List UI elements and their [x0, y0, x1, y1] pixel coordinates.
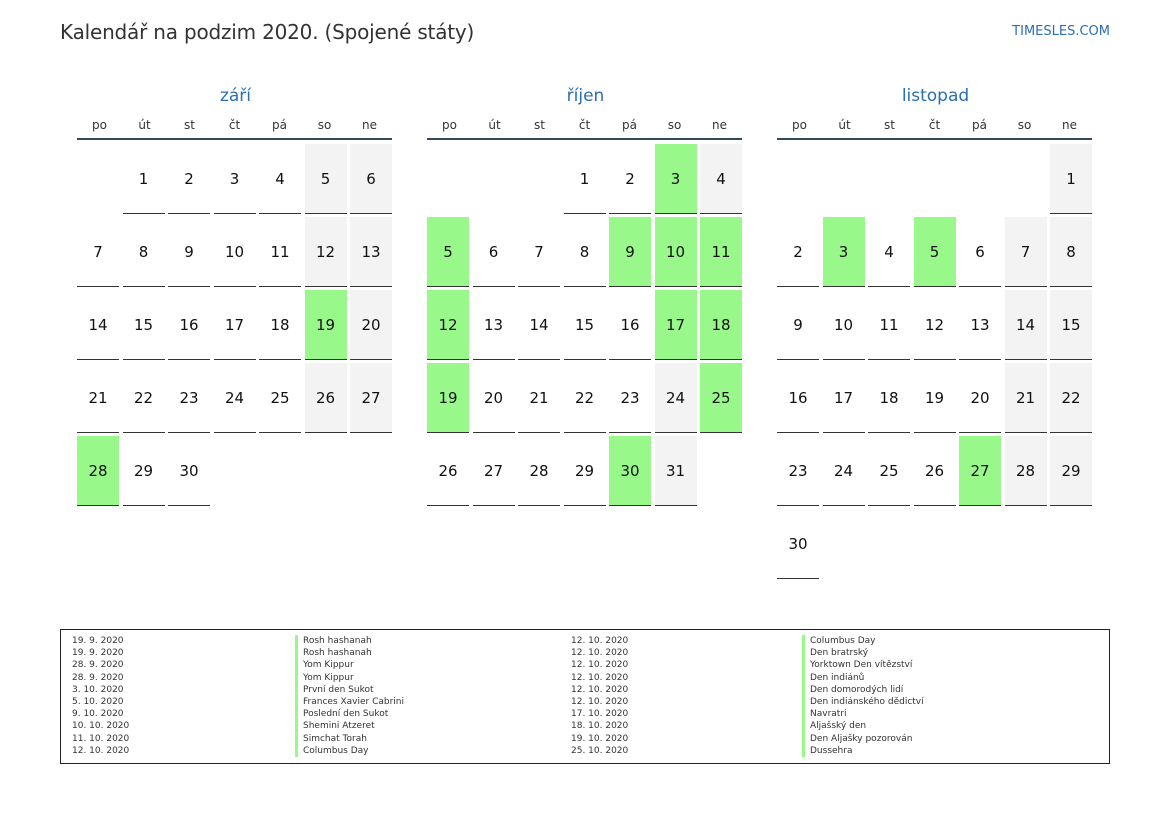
- weekday-label: so: [667, 118, 682, 132]
- weekday-header: [777, 116, 1092, 140]
- day-cell[interactable]: 26: [427, 436, 469, 506]
- day-cell[interactable]: 25: [259, 363, 301, 433]
- weekday-label: út: [138, 118, 151, 132]
- day-cell[interactable]: 12: [305, 217, 347, 287]
- holiday-legend: [60, 629, 1110, 764]
- holiday-date: 12. 10. 2020: [571, 636, 629, 646]
- day-cell[interactable]: 6: [959, 217, 1001, 287]
- holiday-name: Yom Kippur: [295, 672, 404, 684]
- weekday-label: st: [534, 118, 545, 132]
- day-cell[interactable]: 5: [427, 217, 469, 287]
- day-grid: [778, 144, 1098, 584]
- day-cell[interactable]: 23: [777, 436, 819, 506]
- weekday-label: so: [317, 118, 332, 132]
- day-cell[interactable]: 22: [564, 363, 606, 433]
- day-cell[interactable]: 12: [914, 290, 956, 360]
- day-cell[interactable]: 27: [350, 363, 392, 433]
- day-cell[interactable]: 7: [518, 217, 560, 287]
- holiday-date: 19. 9. 2020: [72, 648, 124, 659]
- weekday-label: po: [442, 118, 457, 132]
- day-cell[interactable]: 25: [868, 436, 910, 506]
- day-cell[interactable]: 20: [473, 363, 515, 433]
- day-cell[interactable]: 13: [473, 290, 515, 360]
- day-cell[interactable]: 31: [655, 436, 697, 506]
- month-2: [778, 84, 1093, 584]
- weekday-label: st: [184, 118, 195, 132]
- day-cell[interactable]: 7: [1005, 217, 1047, 287]
- weekday-label: po: [792, 118, 807, 132]
- day-cell[interactable]: 15: [123, 290, 165, 360]
- weekday-header: [427, 116, 742, 140]
- day-cell[interactable]: 9: [609, 217, 651, 287]
- holiday-date: 12. 10. 2020: [571, 648, 629, 659]
- holiday-date: 3. 10. 2020: [72, 684, 124, 695]
- holiday-date: 25. 10. 2020: [571, 745, 629, 756]
- holiday-name: Frances Xavier Cabrini: [295, 696, 404, 708]
- holiday-name: Den Aljašky pozorován: [802, 733, 924, 745]
- day-cell[interactable]: 6: [350, 144, 392, 214]
- holiday-date: 19. 9. 2020: [72, 636, 124, 646]
- day-cell[interactable]: 30: [609, 436, 651, 506]
- holiday-name: Poslední den Sukot: [295, 708, 404, 720]
- day-cell[interactable]: 18: [868, 363, 910, 433]
- day-cell[interactable]: 6: [473, 217, 515, 287]
- day-cell[interactable]: 1: [1050, 144, 1092, 214]
- day-cell[interactable]: 17: [655, 290, 697, 360]
- day-cell[interactable]: 13: [959, 290, 1001, 360]
- weekday-label: po: [92, 118, 107, 132]
- day-cell[interactable]: 19: [914, 363, 956, 433]
- holiday-name: Den indiánů: [802, 672, 924, 684]
- day-cell[interactable]: 15: [564, 290, 606, 360]
- holiday-date: 12. 10. 2020: [72, 745, 130, 756]
- day-grid: [78, 144, 398, 584]
- weekday-label: čt: [578, 118, 591, 132]
- holiday-name: Den domorodých lidí: [802, 684, 924, 696]
- holiday-name: Rosh hashanah: [295, 647, 404, 659]
- day-cell[interactable]: 29: [1050, 436, 1092, 506]
- holiday-name: Shemini Atzeret: [295, 720, 404, 732]
- month-0: [78, 84, 393, 584]
- holiday-name: Den indiánského dědictví: [802, 696, 924, 708]
- weekday-label: út: [488, 118, 501, 132]
- day-cell[interactable]: 11: [259, 217, 301, 287]
- holiday-name: Yom Kippur: [295, 659, 404, 671]
- day-cell[interactable]: 18: [259, 290, 301, 360]
- day-cell[interactable]: 4: [700, 144, 742, 214]
- holiday-name: Dussehra: [802, 745, 924, 757]
- weekday-label: so: [1017, 118, 1032, 132]
- day-cell[interactable]: 17: [823, 363, 865, 433]
- day-cell[interactable]: 3: [214, 144, 256, 214]
- holiday-date: 18. 10. 2020: [571, 721, 629, 732]
- day-cell[interactable]: 22: [1050, 363, 1092, 433]
- weekday-label: čt: [928, 118, 941, 132]
- day-cell[interactable]: 14: [1005, 290, 1047, 360]
- holiday-date: 12. 10. 2020: [571, 696, 629, 707]
- day-cell[interactable]: 2: [777, 217, 819, 287]
- day-cell[interactable]: 15: [1050, 290, 1092, 360]
- holiday-date: 17. 10. 2020: [571, 709, 629, 720]
- weekday-label: ne: [712, 118, 727, 132]
- day-cell[interactable]: 11: [700, 217, 742, 287]
- day-cell[interactable]: 17: [214, 290, 256, 360]
- day-cell[interactable]: 11: [868, 290, 910, 360]
- month-name: září: [219, 86, 252, 106]
- day-cell[interactable]: 13: [350, 217, 392, 287]
- day-cell[interactable]: 1: [123, 144, 165, 214]
- day-cell[interactable]: 5: [914, 217, 956, 287]
- day-cell[interactable]: 30: [777, 509, 819, 579]
- weekday-label: ne: [362, 118, 377, 132]
- day-cell[interactable]: 21: [1005, 363, 1047, 433]
- holiday-date: 5. 10. 2020: [72, 696, 124, 707]
- day-cell[interactable]: 8: [123, 217, 165, 287]
- day-cell[interactable]: 14: [77, 290, 119, 360]
- holiday-date: 10. 10. 2020: [72, 721, 130, 732]
- holiday-name: Aljašský den: [802, 720, 924, 732]
- day-cell[interactable]: 19: [427, 363, 469, 433]
- weekday-label: čt: [228, 118, 241, 132]
- day-cell[interactable]: 18: [700, 290, 742, 360]
- day-cell[interactable]: 23: [168, 363, 210, 433]
- day-cell[interactable]: 4: [868, 217, 910, 287]
- day-cell[interactable]: 8: [1050, 217, 1092, 287]
- weekday-label: pá: [272, 118, 287, 132]
- day-cell[interactable]: 30: [168, 436, 210, 506]
- holiday-date: 28. 9. 2020: [72, 660, 124, 671]
- weekday-label: út: [838, 118, 851, 132]
- day-cell[interactable]: 8: [564, 217, 606, 287]
- holiday-date: 19. 10. 2020: [571, 733, 629, 744]
- holiday-date: 9. 10. 2020: [72, 709, 124, 720]
- day-cell[interactable]: 27: [473, 436, 515, 506]
- holiday-name: Yorktown Den vítězství: [802, 659, 924, 671]
- day-cell[interactable]: 26: [305, 363, 347, 433]
- weekday-label: st: [884, 118, 895, 132]
- holiday-name: Columbus Day: [295, 745, 404, 757]
- day-cell[interactable]: 27: [959, 436, 1001, 506]
- day-cell[interactable]: 7: [77, 217, 119, 287]
- day-cell[interactable]: 29: [564, 436, 606, 506]
- holiday-date: 12. 10. 2020: [571, 684, 629, 695]
- day-cell[interactable]: 16: [168, 290, 210, 360]
- day-cell[interactable]: 10: [655, 217, 697, 287]
- day-cell[interactable]: 20: [350, 290, 392, 360]
- day-cell[interactable]: 22: [123, 363, 165, 433]
- day-cell[interactable]: 24: [655, 363, 697, 433]
- day-cell[interactable]: 21: [77, 363, 119, 433]
- month-name: listopad: [901, 86, 970, 106]
- day-cell[interactable]: 9: [777, 290, 819, 360]
- day-cell[interactable]: 2: [168, 144, 210, 214]
- holiday-name: Rosh hashanah: [295, 635, 404, 647]
- day-cell[interactable]: 16: [777, 363, 819, 433]
- day-cell[interactable]: 10: [214, 217, 256, 287]
- day-cell[interactable]: 16: [609, 290, 651, 360]
- weekday-label: pá: [972, 118, 987, 132]
- holiday-name: Columbus Day: [802, 635, 924, 647]
- day-cell[interactable]: 24: [214, 363, 256, 433]
- day-cell[interactable]: 10: [823, 290, 865, 360]
- day-cell[interactable]: 23: [609, 363, 651, 433]
- day-cell[interactable]: 26: [914, 436, 956, 506]
- day-cell[interactable]: 28: [77, 436, 119, 506]
- month-name: říjen: [566, 86, 605, 106]
- month-1: [428, 84, 743, 584]
- day-cell[interactable]: 2: [609, 144, 651, 214]
- day-cell[interactable]: 12: [427, 290, 469, 360]
- day-cell[interactable]: 24: [823, 436, 865, 506]
- page-title: Kalendář na podzim 2020. (Spojené státy): [60, 20, 475, 44]
- day-cell[interactable]: 4: [259, 144, 301, 214]
- day-cell[interactable]: 28: [1005, 436, 1047, 506]
- day-cell[interactable]: 9: [168, 217, 210, 287]
- day-cell[interactable]: 3: [823, 217, 865, 287]
- day-cell[interactable]: 21: [518, 363, 560, 433]
- site-link[interactable]: TIMESLES.COM: [1012, 24, 1110, 39]
- day-cell[interactable]: 3: [655, 144, 697, 214]
- weekday-label: ne: [1062, 118, 1077, 132]
- holiday-date: 11. 10. 2020: [72, 733, 130, 744]
- day-grid: [428, 144, 748, 584]
- weekday-label: pá: [622, 118, 637, 132]
- holiday-date: 12. 10. 2020: [571, 660, 629, 671]
- day-cell[interactable]: 25: [700, 363, 742, 433]
- day-cell[interactable]: 14: [518, 290, 560, 360]
- holiday-name: Navratri: [802, 708, 924, 720]
- holiday-name: Simchat Torah: [295, 733, 404, 745]
- day-cell[interactable]: 29: [123, 436, 165, 506]
- day-cell[interactable]: 19: [305, 290, 347, 360]
- day-cell[interactable]: 5: [305, 144, 347, 214]
- holiday-name: Den bratrský: [802, 647, 924, 659]
- holiday-name: První den Sukot: [295, 684, 404, 696]
- day-cell[interactable]: 20: [959, 363, 1001, 433]
- day-cell[interactable]: 28: [518, 436, 560, 506]
- holiday-date: 28. 9. 2020: [72, 672, 124, 683]
- day-cell[interactable]: 1: [564, 144, 606, 214]
- holiday-date: 12. 10. 2020: [571, 672, 629, 683]
- weekday-header: [77, 116, 392, 140]
